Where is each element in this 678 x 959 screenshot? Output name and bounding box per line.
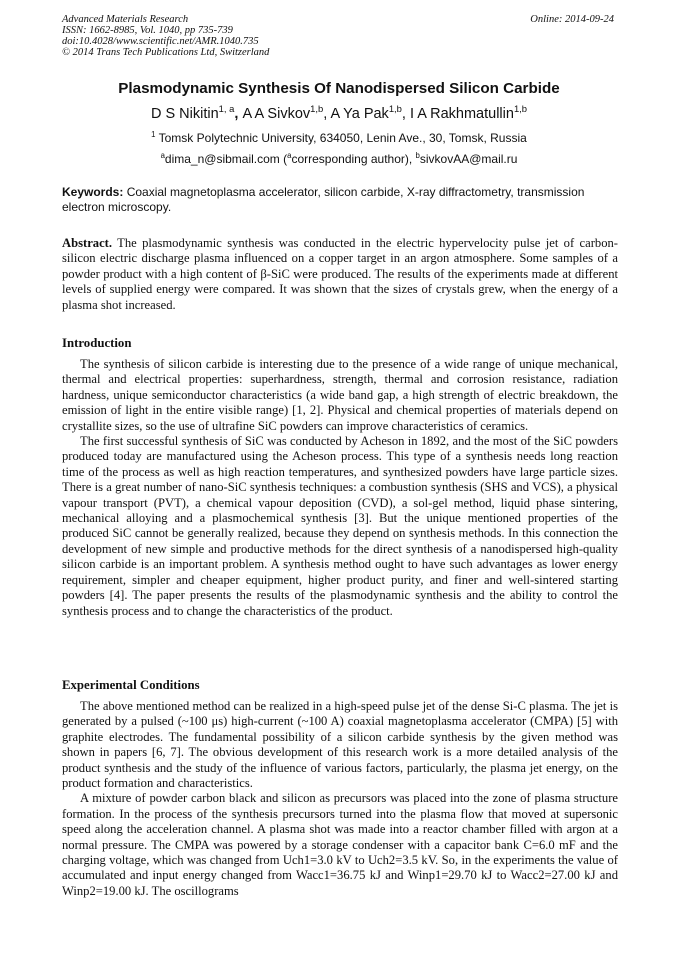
affiliation-text: Tomsk Polytechnic University, 634050, Lenin Ave., 30, Tomsk, Russia <box>155 131 527 145</box>
email-superscript: a <box>287 151 292 160</box>
author-name: D S Nikitin <box>150 105 219 122</box>
corresponding-note: corresponding author), <box>291 152 416 166</box>
body-paragraph: The above mentioned method can be realized in a high-speed pulse jet of the dense Si-C plasma. The jet is generated by a pulsed (~100 μs) high-current (~100 A) coaxial magnetoplasma accelerator (CMPA) [5] with graphite electrodes. The fundamental possibility of a silicon carbide synthesis by the given method was shown in papers [6, 7]. The obvious development of this research work is a more detailed analysis of the product synthesis and the study of the influence of various factors, particularly, the plasma jet energy, on the product formation and characteristics. <box>62 699 618 791</box>
affiliation-superscript: 1 <box>151 130 156 139</box>
author-separator: , <box>401 105 410 122</box>
abstract-text: The plasmodynamic synthesis was conducted in the electric hypervelocity pulse jet of carbon-silicon electric discharge plasma influenced on a copper target in an argon atmosphere. Some samples of a powder product with a high content of β-SiC were produced. The results of the experiments made at different levels of supplied energy were compared. It was shown that the sizes of crystals grew, when the energy of a plasma shot increased. <box>62 236 618 312</box>
paper-title: Plasmodynamic Synthesis Of Nanodispersed Silicon Carbide <box>118 80 560 97</box>
section-heading-introduction: Introduction <box>62 336 132 350</box>
abstract-label: Abstract. <box>62 236 113 250</box>
author-emails <box>0 151 678 166</box>
email-superscript: a <box>160 151 165 160</box>
body-paragraph: The synthesis of silicon carbide is interesting due to the presence of a wide range of unique mechanical, thermal and electrical properties: superhardness, strength, thermal and corrosion resistance, radiation hardness, unique semiconductor characteristics (a wide band gap, a high strength of electric breakdown, the emission of light in the entire visible range) [1, 2]. Physical and chemical properties of materials depend on crystallite sizes, so the use of ultrafine SiC powders can improve characteristics of ceramics. <box>62 357 618 433</box>
section-heading-experimental: Experimental Conditions <box>62 678 200 692</box>
doi-line: doi:10.4028/www.scientific.net/AMR.1040.735 <box>62 36 259 47</box>
email-superscript: b <box>415 151 420 160</box>
keywords <box>62 185 618 215</box>
author-superscript: 1, a <box>218 103 235 114</box>
author-name: I A Rakhmatullin <box>409 105 514 122</box>
author-superscript: 1,b <box>388 103 402 114</box>
email-link[interactable]: dima_n@sibmail.com ( <box>164 152 288 166</box>
copyright-line: © 2014 Trans Tech Publications Ltd, Switzerland <box>62 47 270 58</box>
online-date: Online: 2014-09-24 <box>530 14 614 25</box>
body-paragraph: The first successful synthesis of SiC was conducted by Acheson in 1892, and the most of the SiC powders produced today are manufactured using the Acheson process. This type of a synthesis needs long reaction time of the process as well as high reaction temperatures, and synthesized powders have large particle sizes. There is a great number of nano-SiC synthesis techniques: a combustion synthesis (SHS and VCS), a physical vapour transport (PVT), a chemical vapour deposition (CVD), a sol-gel method, liquid phase sintering, mechanical alloying and a plasmochemical synthesis [3]. But the unique mentioned properties of the produced SiC cannot be generally realized, because they depend on synthesis methods. In this connection the development of new simple and productive methods for the direct synthesis of a nanodispersed high-quality silicon carbide is an important problem. A synthesis method ought to have such advantages as lower energy requirement, simpler and cheaper equipment, higher product purity, and finer and well-sintered starting powders [4]. The paper presents the results of the plasmodynamic synthesis and the ability to control the synthesis process and to change the characteristics of the product. <box>62 434 618 618</box>
abstract-paragraph <box>62 236 618 313</box>
author-superscript: 1,b <box>310 103 324 114</box>
introduction-section <box>62 357 618 619</box>
keywords-text: Coaxial magnetoplasma accelerator, silicon carbide, X-ray diffractometry, transmission electron microscopy. <box>62 185 585 214</box>
journal-header <box>62 14 618 58</box>
experimental-section <box>62 699 618 899</box>
author-list <box>0 103 678 122</box>
abstract <box>62 236 618 313</box>
keywords-label: Keywords: <box>62 185 124 199</box>
journal-name: Advanced Materials Research <box>62 14 189 25</box>
email-link[interactable]: sivkovAA@mail.ru <box>419 152 518 166</box>
author-separator: , <box>323 105 331 122</box>
author-name: A A Sivkov <box>242 105 311 122</box>
affiliation <box>0 130 678 145</box>
body-paragraph: A mixture of powder carbon black and silicon as precursors was placed into the zone of plasma structure formation. In the process of the synthesis precursors turned into the plasma flow that moved at supersonic speed along the acceleration channel. A plasma shot was made into a reactor chamber filled with argon at a normal pressure. The CMPA was powered by a storage condenser with a capacitor bank C=6.0 mF and the charging voltage, which was changed from Uch1=3.0 kV to Uch2=3.5 kV. So, in the experiments the value of accumulated and input energy changed from Wacc1=36.75 kJ and Winp1=29.70 kJ to Wacc2=27.00 kJ and Winp2=19.00 kJ. The oscillograms <box>62 791 618 898</box>
author-superscript: 1,b <box>513 103 528 114</box>
author-name: A Ya Pak <box>330 105 389 122</box>
author-separator: , <box>234 105 243 122</box>
issn-line: ISSN: 1662-8985, Vol. 1040, pp 735-739 <box>62 25 233 36</box>
